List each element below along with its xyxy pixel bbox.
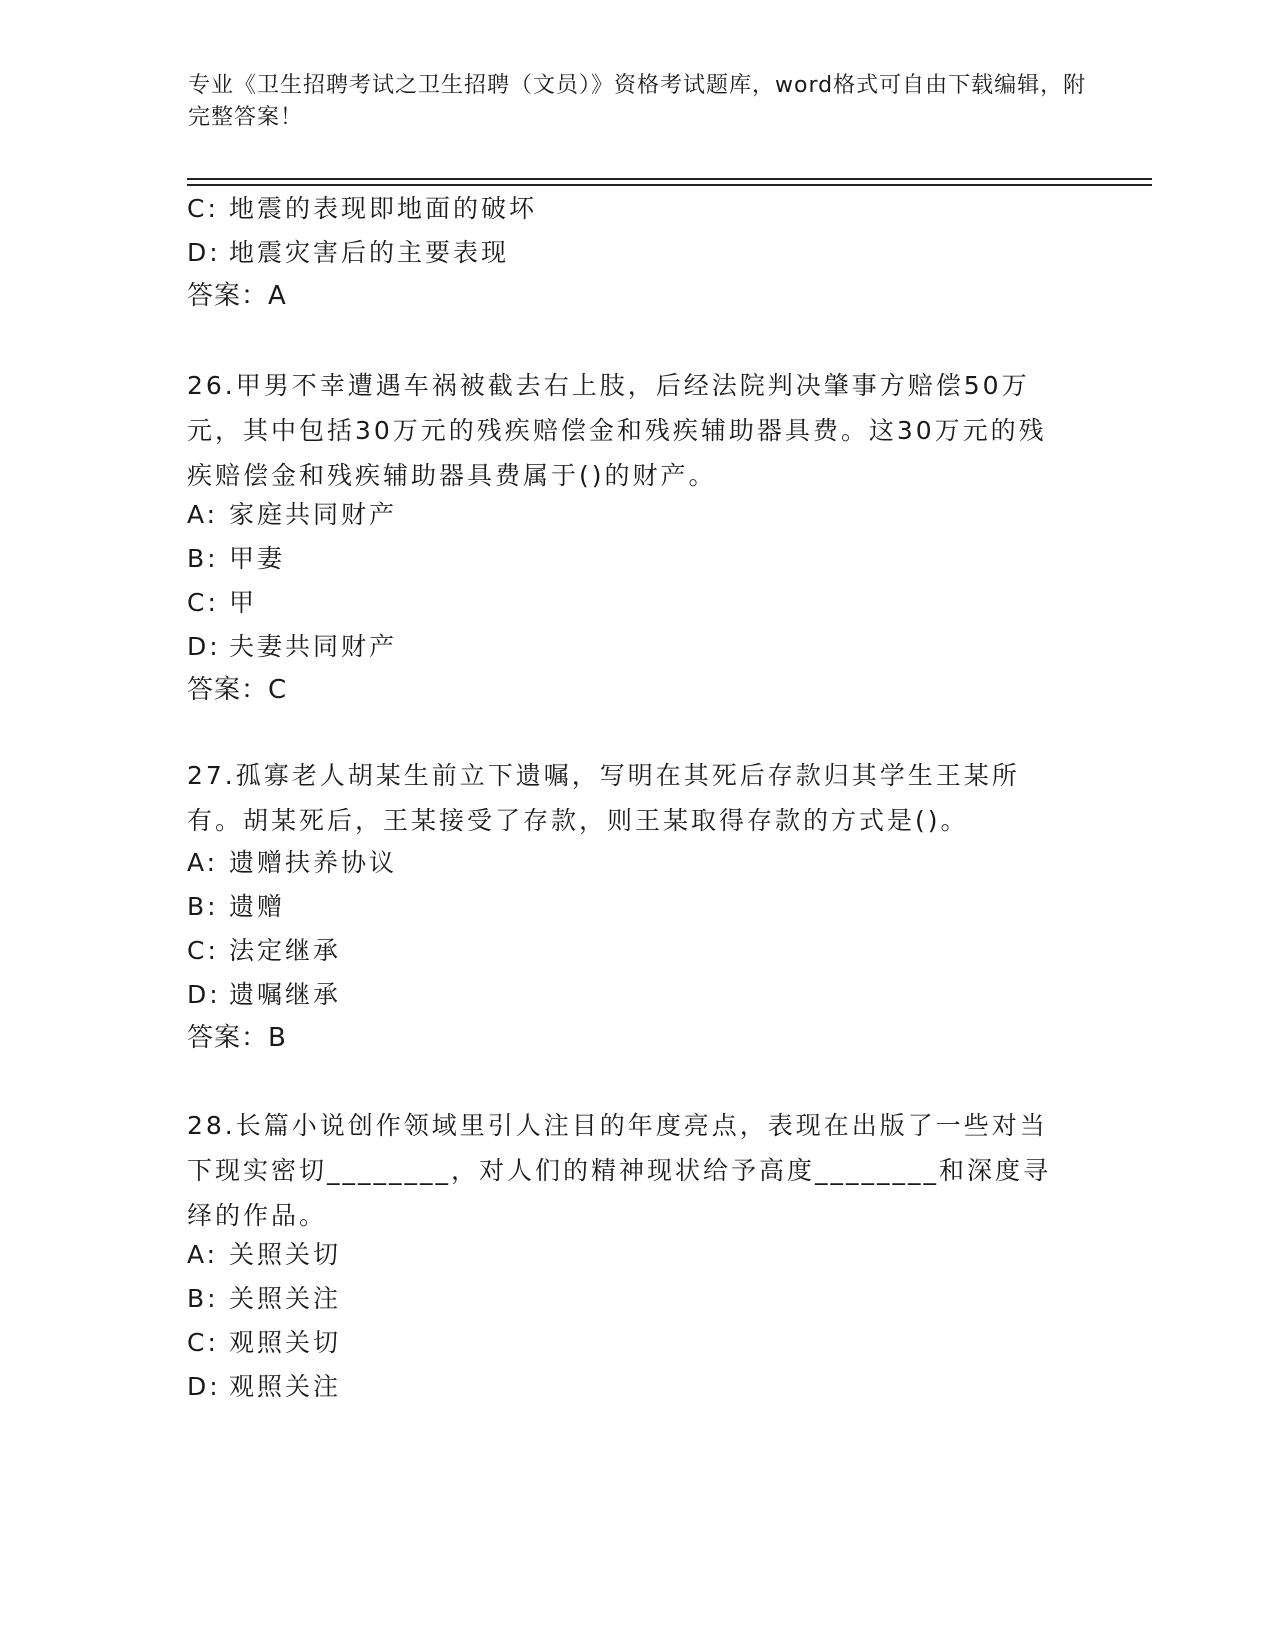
option-letter: A: bbox=[187, 500, 219, 529]
q26-option-d bbox=[187, 624, 397, 669]
q25-answer: 答案：A bbox=[187, 281, 287, 311]
q27-option-a bbox=[187, 840, 397, 885]
option-letter: D: bbox=[187, 1372, 221, 1401]
q26-option-b bbox=[187, 536, 285, 581]
q26-option-a bbox=[187, 492, 397, 537]
q28-option-a bbox=[187, 1232, 341, 1277]
q28-option-d bbox=[187, 1364, 341, 1409]
option-letter: A: bbox=[187, 1240, 219, 1269]
option-text: 甲妻 bbox=[229, 544, 286, 573]
option-text: 甲 bbox=[229, 588, 258, 617]
q27-stem: 27.孤寡老人胡某生前立下遗嘱，写明在其死后存款归其学生王某所有。胡某死后，王某接受了存款，则王某取得存款的方式是()。 bbox=[187, 761, 1020, 835]
q28-option-b bbox=[187, 1276, 341, 1321]
q28-option-c bbox=[187, 1320, 341, 1365]
option-text: 观照关注 bbox=[229, 1372, 342, 1401]
q26-stem: 26.甲男不幸遭遇车祸被截去右上肢，后经法院判决肇事方赔偿50万元，其中包括30万元的残疾赔偿金和残疾辅助器具费。这30万元的残疾赔偿金和残疾辅助器具费属于()的财产。 bbox=[187, 371, 1047, 490]
option-letter: C: bbox=[187, 588, 219, 617]
q27-answer: 答案：B bbox=[187, 1023, 287, 1053]
option-text: 关照关切 bbox=[229, 1240, 342, 1269]
q27-option-c bbox=[187, 928, 341, 973]
option-letter: B: bbox=[187, 1284, 219, 1313]
q28-stem: 28.长篇小说创作领域里引人注目的年度亮点，表现在出版了一些对当下现实密切________，对人们的精神现状给予高度________和深度寻绎的作品。 bbox=[187, 1111, 1052, 1230]
q25-option-d bbox=[187, 230, 509, 275]
option-letter: A: bbox=[187, 848, 219, 877]
option-letter: C: bbox=[187, 936, 219, 965]
option-letter: D: bbox=[187, 238, 221, 267]
option-letter: C: bbox=[187, 1328, 219, 1357]
option-letter: C: bbox=[187, 194, 219, 223]
option-letter: D: bbox=[187, 980, 221, 1009]
option-text: 地震的表现即地面的破坏 bbox=[229, 194, 538, 223]
header-divider-top bbox=[187, 178, 1152, 180]
q25-option-c bbox=[187, 186, 537, 231]
document-header: 专业《卫生招聘考试之卫生招聘（文员）》资格考试题库，word格式可自由下载编辑，附完整答案！ bbox=[188, 73, 1087, 130]
option-text: 地震灾害后的主要表现 bbox=[229, 238, 510, 267]
option-letter: B: bbox=[187, 544, 219, 573]
option-text: 遗赠扶养协议 bbox=[229, 848, 398, 877]
option-text: 关照关注 bbox=[229, 1284, 342, 1313]
option-text: 遗嘱继承 bbox=[229, 980, 342, 1009]
option-letter: B: bbox=[187, 892, 219, 921]
q27-option-d bbox=[187, 972, 341, 1017]
option-text: 法定继承 bbox=[229, 936, 342, 965]
option-text: 观照关切 bbox=[229, 1328, 342, 1357]
q26-answer: 答案：C bbox=[187, 675, 288, 705]
option-text: 遗赠 bbox=[229, 892, 286, 921]
q26-option-c bbox=[187, 580, 257, 625]
option-letter: D: bbox=[187, 632, 221, 661]
option-text: 家庭共同财产 bbox=[229, 500, 398, 529]
q27-option-b bbox=[187, 884, 285, 929]
option-text: 夫妻共同财产 bbox=[229, 632, 398, 661]
